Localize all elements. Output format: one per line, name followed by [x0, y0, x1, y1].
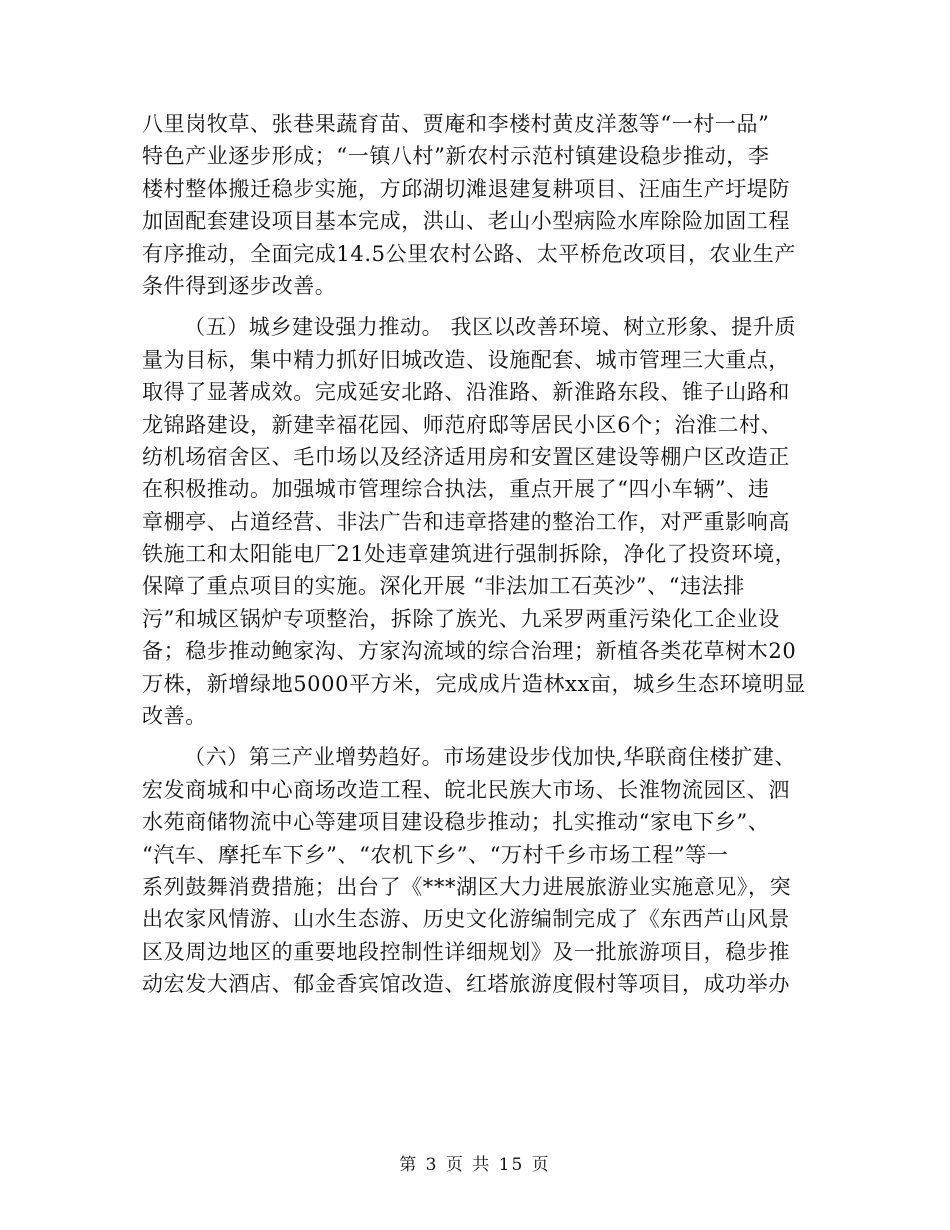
document-body [142, 108, 814, 1001]
text-line: 铁施工和太阳能电厂21处违章建筑进行强制拆除，净化了投资环境， [142, 542, 797, 567]
text-line: 条件得到逐步改善。 [142, 273, 337, 298]
paragraph-agriculture [142, 108, 814, 302]
text-line: 保障了重点项目的实施。深化开展 “非法加工石英沙”、“违法排 [142, 574, 745, 599]
text-line: 改善。 [142, 704, 207, 729]
text-line: 量为目标，集中精力抓好旧城改造、设施配套、城市管理三大重点， [142, 347, 790, 372]
text-line: 水苑商储物流中心等建项目建设稳步推动；扎实推动“家电下乡”、 [142, 810, 770, 835]
text-line: 取得了显著成效。完成延安北路、沿淮路、新淮路东段、锥子山路和 [142, 380, 790, 405]
paragraph-urban-construction [142, 311, 814, 732]
text-line: 宏发商城和中心商场改造工程、皖北民族大市场、长淮物流园区、泗 [142, 777, 790, 802]
text-line: “汽车、摩托车下乡”、“农机下乡”、“万村千乡市场工程”等一 [142, 842, 729, 867]
page-number: 第 3 页 共 15 页 [399, 1155, 551, 1175]
text-line: 系列鼓舞消费措施；出台了《***湖区大力进展旅游业实施意见》，突 [142, 874, 792, 899]
text-line: 在积极推动。加强城市管理综合执法，重点开展了“四小车辆”、违 [142, 477, 770, 502]
text-line: 八里岗牧草、张巷果蔬育苗、贾庵和李楼村黄皮洋葱等“一村一品” [142, 112, 770, 136]
text-line: （六）第三产业增势趋好。市场建设步伐加快,华联商住楼扩建、 [184, 745, 797, 770]
text-line: 纺机场宿舍区、毛巾场以及经济适用房和安置区建设等棚户区改造正 [142, 444, 790, 469]
text-line: 楼村整体搬迁稳步实施，方邱湖切滩退建复耕项目、汪庙生产圩堤防 [142, 176, 790, 201]
text-line: 动宏发大酒店、郁金香宾馆改造、红塔旅游度假村等项目，成功举办 [142, 972, 790, 997]
text-line: 章棚亭、占道经营、非法广告和违章搭建的整治工作，对严重影响高 [142, 509, 790, 534]
text-line: 加固配套建设项目基本完成，洪山、老山小型病险水库除险加固工程 [142, 209, 790, 234]
text-line: 龙锦路建设，新建幸福花园、师范府邸等居民小区6个；治淮二村、 [142, 412, 783, 437]
text-line: 污”和城区锅炉专项整治，拆除了族光、九采罗两重污染化工企业设 [142, 606, 780, 631]
text-line: 出农家风情游、山水生态游、历史文化游编制完成了《东西芦山风景 [142, 907, 790, 932]
text-line: 区及周边地区的重要地段控制性详细规划》及一批旅游项目，稳步推 [142, 939, 790, 964]
text-line: 有序推动，全面完成14.5公里农村公路、太平桥危改项目，农业生产 [142, 241, 796, 266]
paragraph-tertiary-industry [142, 741, 814, 1000]
text-line: （五）城乡建设强力推动。 我区以改善环境、树立形象、提升质 [184, 315, 797, 340]
text-line: 万株，新增绿地5000平方米，完成成片造林xx亩，城乡生态环境明显 [142, 671, 806, 696]
text-line: 备；稳步推动鲍家沟、方家沟流域的综合治理；新植各类花草树木20 [142, 639, 797, 664]
text-line: 特色产业逐步形成；“一镇八村”新农村示范村镇建设稳步推动，李 [142, 144, 770, 169]
